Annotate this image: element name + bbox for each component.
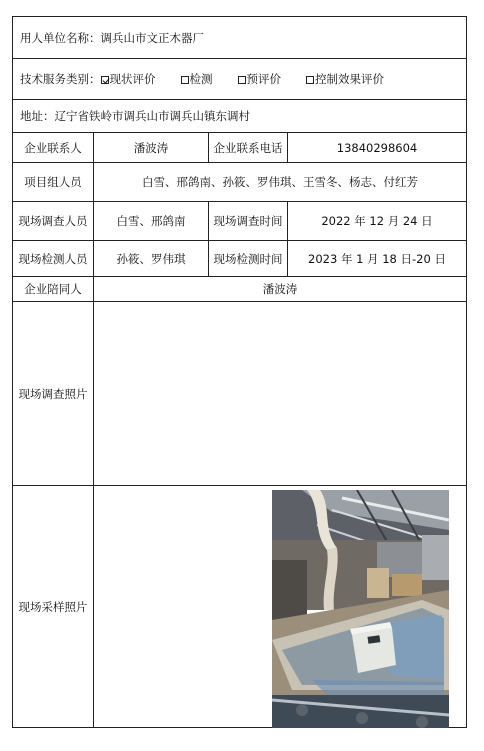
address-row <box>13 99 466 132</box>
team-label: 项目组人员 <box>24 175 82 189</box>
escort-row <box>13 276 466 301</box>
service-type-row <box>13 58 466 99</box>
testing-time-label: 现场检测时间 <box>208 241 287 276</box>
phone-number: 13840298604 <box>287 133 466 162</box>
survey-row <box>13 201 466 240</box>
site-record-table <box>12 16 467 728</box>
workshop-sampling-photo <box>272 490 449 728</box>
unit-label: 用人单位名称： <box>20 30 101 45</box>
testing-staff: 孙筱、罗伟琪 <box>93 241 208 276</box>
sampling-photos-label: 现场采样照片 <box>18 599 88 614</box>
contact-label: 企业联系人 <box>24 140 82 155</box>
service-type-label: 技术服务类别： <box>20 72 101 86</box>
unit-row <box>13 17 466 58</box>
unit-name: 调兵山市文正木器厂 <box>100 30 204 45</box>
photo-image <box>272 490 449 728</box>
sampling-photos-row <box>13 485 466 727</box>
survey-time: 2022 年 12 月 24 日 <box>287 202 466 240</box>
escort-label: 企业陪同人 <box>24 282 82 296</box>
testing-time: 2023 年 1 月 18 日-20 日 <box>287 241 466 276</box>
team-members: 白雪、邢鸽南、孙筱、罗伟琪、王雪冬、杨志、付红芳 <box>93 163 466 201</box>
option-testing[interactable]: 检测 <box>181 71 213 87</box>
checkbox-icon <box>181 76 189 84</box>
option-control-effect-evaluation[interactable]: 控制效果评价 <box>306 71 384 87</box>
checkbox-icon <box>238 76 246 84</box>
testing-staff-label: 现场检测人员 <box>18 251 88 266</box>
checked-box-icon <box>101 76 109 84</box>
sampling-photos-area <box>93 486 466 727</box>
survey-photos-area <box>93 302 466 485</box>
checkbox-icon <box>306 76 314 84</box>
testing-row <box>13 240 466 276</box>
survey-time-label: 现场调查时间 <box>208 202 287 240</box>
survey-staff-label: 现场调查人员 <box>18 214 88 228</box>
escort-name: 潘波涛 <box>93 277 466 301</box>
option-pre-evaluation[interactable]: 预评价 <box>238 71 282 87</box>
survey-staff: 白雪、邢鸽南 <box>93 202 208 240</box>
address-label: 地址： <box>20 109 55 123</box>
option-status-evaluation[interactable]: 现状评价 <box>101 71 156 87</box>
survey-photos-label: 现场调查照片 <box>18 386 88 401</box>
survey-photos-row <box>13 301 466 485</box>
contact-row <box>13 132 466 162</box>
contact-name: 潘波涛 <box>93 133 208 162</box>
address-value: 辽宁省铁岭市调兵山市调兵山镇东调村 <box>54 109 250 123</box>
team-row <box>13 162 466 201</box>
phone-label: 企业联系电话 <box>208 133 287 162</box>
